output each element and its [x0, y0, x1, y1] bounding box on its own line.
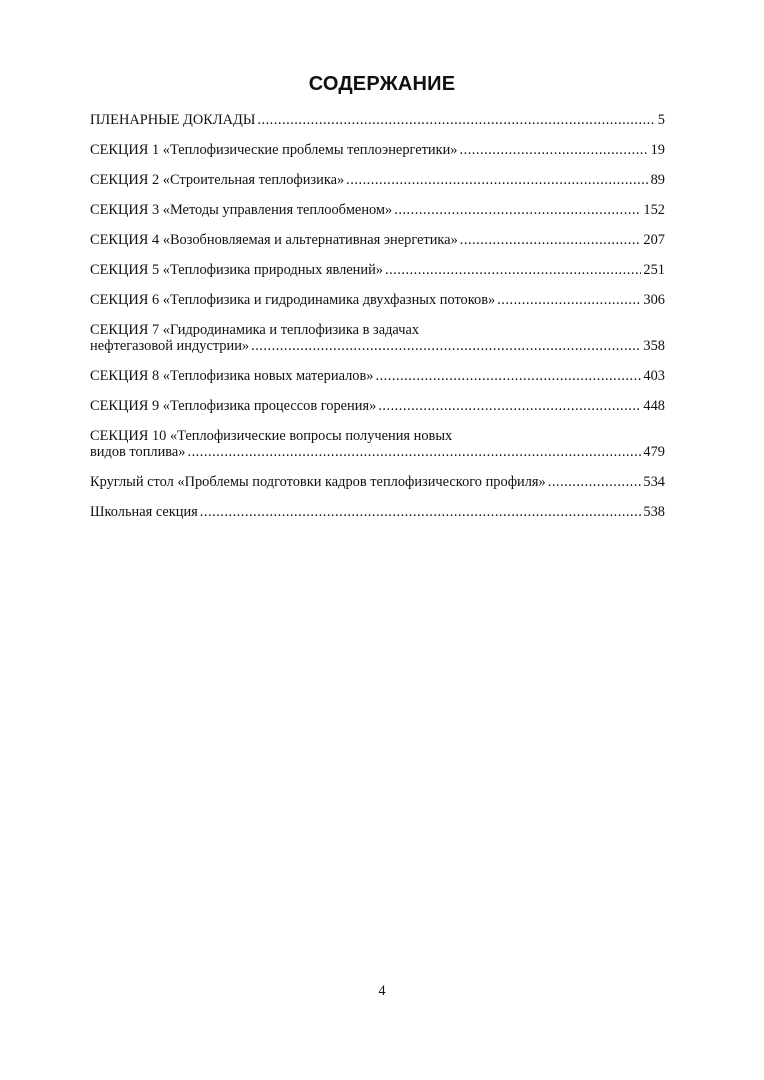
toc-entry-page: 448 — [643, 398, 665, 414]
toc-entry-text: Школьная секция — [90, 504, 198, 520]
dot-leader — [548, 474, 642, 490]
dot-leader — [187, 444, 641, 460]
page-title: СОДЕРЖАНИЕ — [308, 73, 456, 95]
toc-entry-round-table[interactable] — [90, 474, 665, 490]
toc-entry-section-4[interactable] — [90, 232, 665, 248]
dot-leader — [375, 368, 641, 384]
toc-entry-section-1[interactable] — [90, 142, 665, 158]
toc-entry-page: 479 — [643, 444, 665, 460]
toc-entry-text-line1: СЕКЦИЯ 7 «Гидродинамика и теплофизика в задачах — [90, 322, 420, 338]
toc-entry-section-9[interactable] — [90, 398, 665, 414]
toc-entry-text: нефтегазовой индустрии» — [90, 338, 250, 354]
dot-leader — [346, 172, 648, 188]
toc-entry-page: 152 — [643, 202, 665, 218]
toc-entry-section-3[interactable] — [90, 202, 665, 218]
toc-entry-page: 5 — [657, 112, 665, 128]
toc-entry-section-7[interactable] — [90, 322, 665, 354]
toc-entry-text: СЕКЦИЯ 8 «Теплофизика новых материалов» — [90, 368, 374, 384]
dot-leader — [257, 112, 655, 128]
toc-entry-text: СЕКЦИЯ 9 «Теплофизика процессов горения» — [90, 398, 377, 414]
toc-entry-section-6[interactable] — [90, 292, 665, 308]
toc-entry-page: 251 — [643, 262, 665, 278]
page-number: 4 — [378, 983, 386, 999]
toc-entry-text: СЕКЦИЯ 4 «Возобновляемая и альтернативная энергетика» — [90, 232, 458, 248]
dot-leader — [497, 292, 641, 308]
toc-entry-text: СЕКЦИЯ 2 «Строительная теплофизика» — [90, 172, 345, 188]
dot-leader — [200, 504, 642, 520]
toc-entry-page: 19 — [650, 142, 665, 158]
dot-leader — [251, 338, 641, 354]
dot-leader — [460, 142, 649, 158]
toc-entry-section-2[interactable] — [90, 172, 665, 188]
toc-entry-page: 207 — [643, 232, 665, 248]
toc-entry-text: ПЛЕНАРНЫЕ ДОКЛАДЫ — [90, 112, 256, 128]
dot-leader — [378, 398, 641, 414]
dot-leader — [394, 202, 641, 218]
toc-entry-page: 534 — [643, 474, 665, 490]
toc-entry-text: СЕКЦИЯ 6 «Теплофизика и гидродинамика двухфазных потоков» — [90, 292, 496, 308]
toc-entry-text: видов топлива» — [90, 444, 186, 460]
toc-entry-text: СЕКЦИЯ 5 «Теплофизика природных явлений» — [90, 262, 383, 278]
toc-entry-plenary[interactable] — [90, 112, 665, 128]
toc-entry-page: 403 — [643, 368, 665, 384]
toc-entry-section-10[interactable] — [90, 428, 665, 460]
toc-entry-page: 538 — [643, 504, 665, 520]
toc-entry-page: 358 — [643, 338, 665, 354]
toc-entry-text-line1: СЕКЦИЯ 10 «Теплофизические вопросы получения новых — [90, 428, 453, 444]
dot-leader — [460, 232, 642, 248]
toc-entry-page: 89 — [650, 172, 665, 188]
toc-entry-section-8[interactable] — [90, 368, 665, 384]
toc-entry-section-5[interactable] — [90, 262, 665, 278]
table-of-contents — [90, 112, 665, 534]
toc-entry-school-section[interactable] — [90, 504, 665, 520]
toc-entry-text: СЕКЦИЯ 1 «Теплофизические проблемы теплоэнергетики» — [90, 142, 458, 158]
toc-entry-page: 306 — [643, 292, 665, 308]
toc-entry-text: СЕКЦИЯ 3 «Методы управления теплообменом» — [90, 202, 393, 218]
toc-entry-text: Круглый стол «Проблемы подготовки кадров теплофизического профиля» — [90, 474, 546, 490]
dot-leader — [385, 262, 641, 278]
